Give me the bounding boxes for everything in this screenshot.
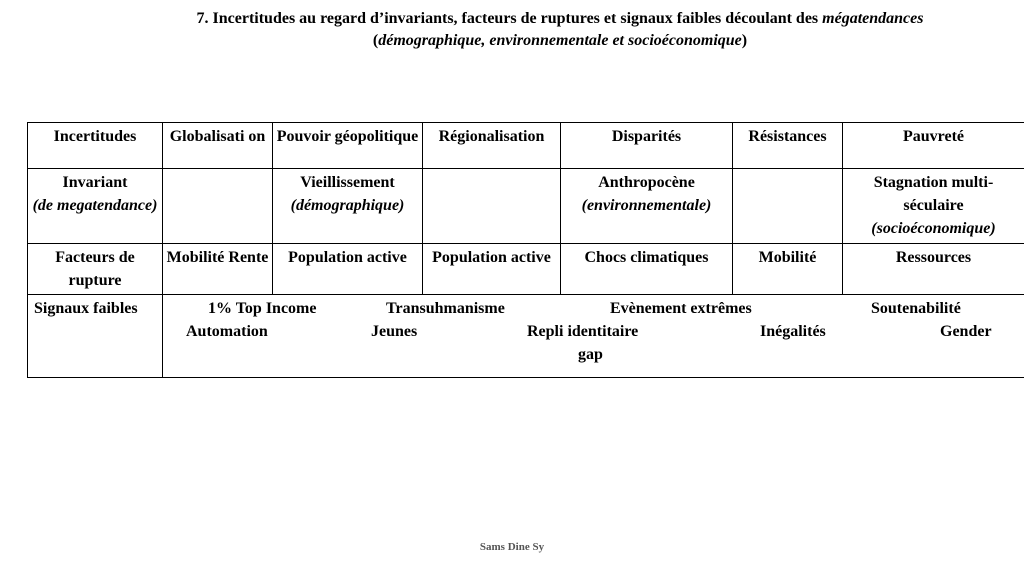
rupture-cell: Chocs climatiques [561, 244, 733, 295]
signal-item: Inégalités [760, 323, 826, 340]
header-cell: Pouvoir géopolitique [273, 123, 423, 169]
signal-item: Gender [940, 323, 992, 340]
rupture-cell: Ressources [843, 244, 1024, 295]
rupture-cell: Population active [423, 244, 561, 295]
title-text: 7. Incertitudes au regard d’invariants, facteurs de ruptures et signaux faibles découlant des [196, 10, 823, 27]
signal-item: Jeunes [371, 323, 418, 340]
header-row [28, 123, 1024, 169]
invariant-cell: Stagnation multi-séculaire (socioéconomique) [843, 169, 1024, 244]
signal-item: gap [578, 346, 603, 363]
signal-item: Repli identitaire [527, 323, 639, 340]
title-paren-open: ( [372, 32, 379, 49]
signals-cell [163, 295, 1024, 378]
row-label-signals: Signaux faibles [28, 295, 163, 378]
row-label-invariant: Invariant (de megatendance) [28, 169, 163, 244]
row-label-rupture: Facteurs de rupture [28, 244, 163, 295]
empty-cell [733, 169, 843, 244]
header-cell: Incertitudes [28, 123, 163, 169]
rupture-cell: Mobilité [733, 244, 843, 295]
signal-item: 1% Top Income [208, 300, 317, 317]
signal-item: Automation [186, 323, 268, 340]
empty-cell [423, 169, 561, 244]
invariant-row [28, 169, 1024, 244]
title-emphasis: mégatendances [822, 10, 924, 27]
header-cell: Régionalisation [423, 123, 561, 169]
signal-item: Transuhmanisme [386, 300, 505, 317]
empty-cell [163, 169, 273, 244]
invariant-cell: Anthropocène (environnementale) [561, 169, 733, 244]
header-cell: Disparités [561, 123, 733, 169]
footer-author: Sams Dine Sy [479, 541, 545, 553]
rupture-cell: Mobilité Rente [163, 244, 273, 295]
rupture-cell: Population active [273, 244, 423, 295]
title-paren-close: ) [741, 32, 748, 49]
uncertainty-table [27, 122, 1024, 378]
header-cell: Résistances [733, 123, 843, 169]
rupture-row [28, 244, 1024, 295]
header-cell: Globalisati on [163, 123, 273, 169]
title-subtitle: démographique, environnementale et socioéconomique [378, 32, 742, 49]
header-cell: Pauvreté [843, 123, 1024, 169]
signal-item: Evènement extrêmes [610, 300, 752, 317]
page-title [110, 8, 1010, 52]
signals-row [28, 295, 1024, 378]
invariant-cell: Vieillissement (démographique) [273, 169, 423, 244]
signal-item: Soutenabilité [871, 300, 961, 317]
